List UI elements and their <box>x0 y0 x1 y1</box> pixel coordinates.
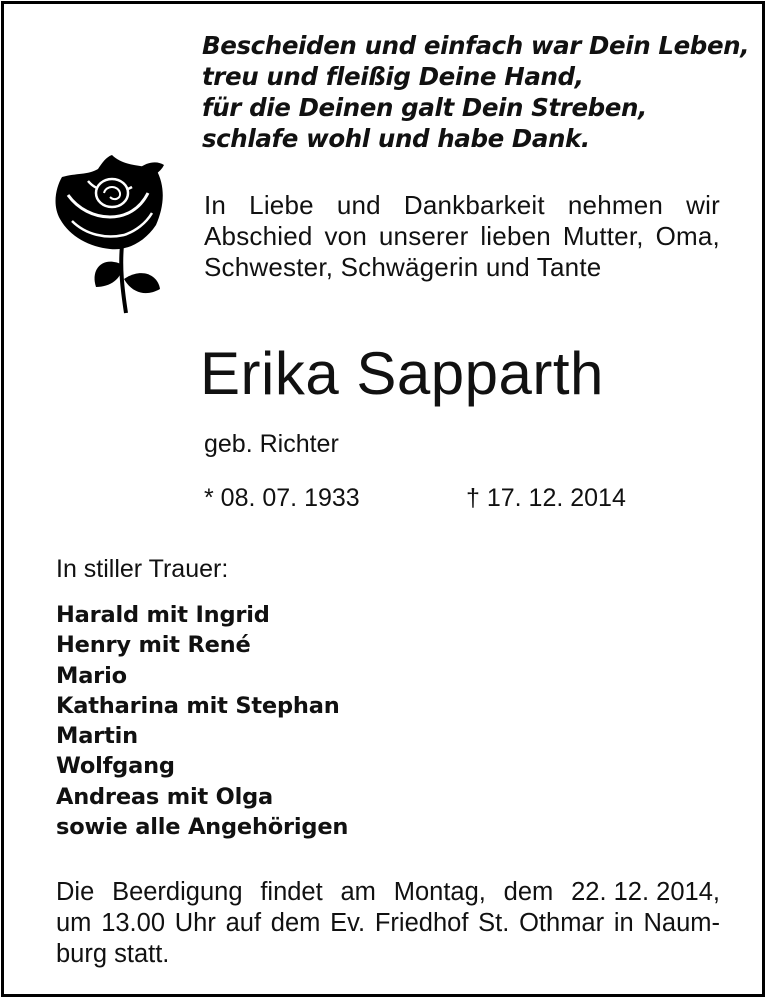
death-date: † 17. 12. 2014 <box>466 484 626 512</box>
list-item: Andreas mit Olga <box>56 783 273 810</box>
poem-line: schlafe wohl und habe Dank. <box>202 124 590 153</box>
deceased-name: Erika Sapparth <box>200 340 604 407</box>
funeral-word: Montag, <box>393 878 486 906</box>
funeral-line-3: burg statt. <box>56 940 170 968</box>
funeral-word: auf <box>225 909 262 937</box>
intro-word: Oma, <box>655 221 720 251</box>
rose-center <box>96 179 128 207</box>
funeral-word: Naum- <box>643 909 720 937</box>
obituary-notice <box>1 1 765 997</box>
list-item: Wolfgang <box>56 753 175 780</box>
list-item: Mario <box>56 662 127 689</box>
mourning-label: In stiller Trauer: <box>56 555 229 583</box>
intro-line-3: Schwester, Schwägerin und Tante <box>204 252 602 282</box>
poem-line: treu und fleißig Deine Hand, <box>202 62 584 91</box>
funeral-word: um <box>56 909 92 937</box>
intro-line-1 <box>204 190 720 221</box>
mourners-list <box>56 600 348 842</box>
intro-line-2 <box>204 221 720 252</box>
funeral-word: 22. 12. 2014, <box>571 878 720 906</box>
funeral-word: in <box>613 909 634 937</box>
poem-line: für die Deinen galt Dein Streben, <box>202 93 647 122</box>
funeral-word: dem <box>270 909 321 937</box>
funeral-line-2 <box>56 908 720 939</box>
intro-word: wir <box>686 190 720 220</box>
funeral-word: dem <box>503 878 554 906</box>
funeral-word: Othmar <box>519 909 605 937</box>
intro-word: Liebe <box>249 190 314 220</box>
funeral-word: Beerdigung <box>112 878 243 906</box>
funeral-line-1 <box>56 877 720 908</box>
list-item: sowie alle Angehörigen <box>56 814 349 841</box>
life-dates <box>204 482 664 516</box>
intro-word: nehmen <box>567 190 664 220</box>
poem-line: Bescheiden und einfach war Dein Leben, <box>202 31 750 60</box>
list-item: Katharina mit Stephan <box>56 692 340 719</box>
rose-leaf-right <box>124 273 160 293</box>
maiden-name: geb. Richter <box>204 430 339 458</box>
rose-leaf-left <box>95 262 123 287</box>
intro-word: und <box>336 190 381 220</box>
intro-text <box>204 190 724 283</box>
funeral-word: St. <box>478 909 510 937</box>
intro-word: In <box>204 190 227 220</box>
funeral-word: am <box>340 878 376 906</box>
rose-icon <box>48 147 178 317</box>
funeral-word: findet <box>260 878 323 906</box>
funeral-word: Die <box>56 878 95 906</box>
intro-word: Mutter, <box>562 221 644 251</box>
funeral-word: Uhr <box>174 909 216 937</box>
list-item: Henry mit René <box>56 632 251 659</box>
intro-word: von <box>324 221 367 251</box>
funeral-word: Ev. <box>330 909 366 937</box>
funeral-info <box>56 877 721 970</box>
intro-word: lieben <box>480 221 551 251</box>
funeral-word: Friedhof <box>374 909 469 937</box>
intro-word: Dankbarkeit <box>403 190 545 220</box>
intro-word: Abschied <box>204 221 313 251</box>
funeral-word: 13.00 <box>101 909 165 937</box>
birth-date: * 08. 07. 1933 <box>204 484 360 512</box>
memorial-poem <box>202 30 750 154</box>
intro-word: unserer <box>378 221 469 251</box>
list-item: Harald mit Ingrid <box>56 602 270 628</box>
list-item: Martin <box>56 723 138 750</box>
